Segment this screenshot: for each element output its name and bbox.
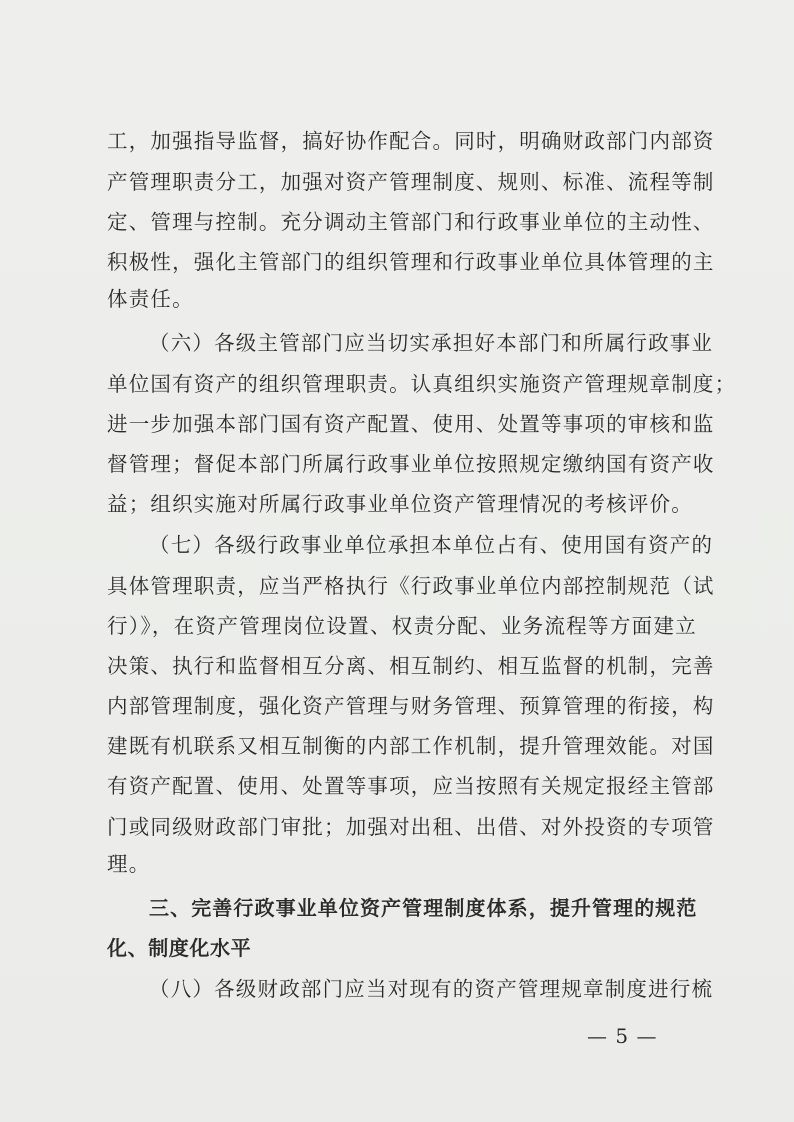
page-number: — 5 — xyxy=(587,1024,658,1048)
text-line: 建既有机联系又相互制衡的内部工作机制，提升管理效能。对国 xyxy=(107,734,715,758)
text-line: 定、管理与控制。充分调动主管部门和行政事业单位的主动性、 xyxy=(107,210,715,234)
text-line: 进一步加强本部门国有资产配置、使用、处置等事项的审核和监 xyxy=(107,412,715,436)
section-three-heading-continuation: 化、制度化水平 xyxy=(107,936,252,960)
text-line: 工，加强指导监督，搞好协作配合。同时，明确财政部门内部资 xyxy=(107,129,715,153)
text-line: 理。 xyxy=(107,852,151,876)
text-line: 积极性，强化主管部门的组织管理和行政事业单位具体管理的主 xyxy=(107,250,715,274)
text-line: 门或同级财政部门审批；加强对出租、出借、对外投资的专项管 xyxy=(107,815,715,839)
text-line: 具体管理职责，应当严格执行《行政事业单位内部控制规范（试 xyxy=(107,574,715,598)
text-line: 决策、执行和监督相互分离、相互制约、相互监督的机制，完善 xyxy=(107,654,715,678)
text-line: 行）》，在资产管理岗位设置、权责分配、业务流程等方面建立 xyxy=(107,614,697,638)
text-line: 有资产配置、使用、处置等事项，应当按照有关规定报经主管部 xyxy=(107,774,715,798)
text-line: 产管理职责分工，加强对资产管理制度、规则、标准、流程等制 xyxy=(107,170,715,194)
paragraph-seven-first-line: （七）各级行政事业单位承担本单位占有、使用国有资产的 xyxy=(149,533,714,557)
text-line: 单位国有资产的组织管理职责。认真组织实施资产管理规章制度； xyxy=(107,372,737,396)
text-line: 体责任。 xyxy=(107,287,194,311)
text-line: 内部管理制度，强化资产管理与财务管理、预算管理的衔接，构 xyxy=(107,694,715,718)
text-line: 益；组织实施对所属行政事业单位资产管理情况的考核评价。 xyxy=(107,492,693,516)
text-line: 督管理；督促本部门所属行政事业单位按照规定缴纳国有资产收 xyxy=(107,452,715,476)
paragraph-six-first-line: （六）各级主管部门应当切实承担好本部门和所属行政事业 xyxy=(149,331,714,355)
section-three-heading: 三、完善行政事业单位资产管理制度体系，提升管理的规范 xyxy=(149,896,697,920)
paragraph-eight-first-line: （八）各级财政部门应当对现有的资产管理规章制度进行梳 xyxy=(149,977,714,1001)
